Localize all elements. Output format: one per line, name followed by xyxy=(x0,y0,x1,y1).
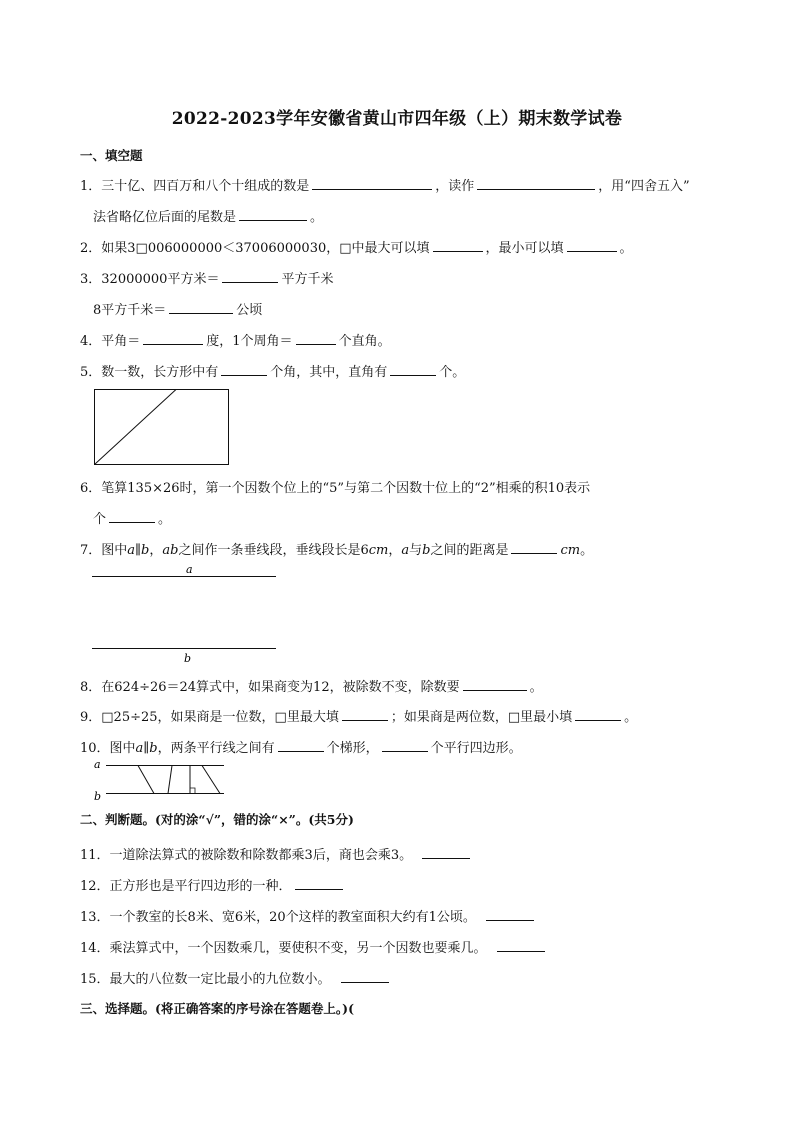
question-12: 12．正方形也是平行四边形的一种． xyxy=(80,875,346,894)
section-true-false: 二、判断题。(对的涂“√”，错的涂“×”。(共5分) xyxy=(80,812,354,827)
question-3-cont: 8平方千米＝ 公顷 xyxy=(93,303,263,318)
answer-blank[interactable] xyxy=(463,678,527,691)
rectangle-outline xyxy=(95,390,229,465)
section-multiple-choice: 三、选择题。(将正确答案的序号涂在答题卷上。)( xyxy=(80,1001,354,1016)
page-title: 2022-2023学年安徽省黄山市四年级（上）期末数学试卷 xyxy=(171,109,623,129)
answer-blank[interactable] xyxy=(390,363,436,376)
answer-blank[interactable] xyxy=(567,239,617,252)
answer-blank[interactable] xyxy=(143,332,203,345)
answer-blank[interactable] xyxy=(295,877,343,890)
answer-blank[interactable] xyxy=(341,970,389,983)
question-1: 1．三十亿、四百万和八个十组成的数是 ，读作 ，用“四舍五入” xyxy=(80,179,690,194)
question-15: 15．最大的八位数一定比最小的九位数小。 xyxy=(80,968,392,987)
question-7: 7．图中a∥b，ab之间作一条垂线段，垂线段长是6cm，a与b之间的距离是 cm。 xyxy=(80,543,594,558)
label-a: a xyxy=(186,563,193,576)
label-a: a xyxy=(94,758,101,771)
answer-blank[interactable] xyxy=(239,208,307,221)
question-5: 5．数一数，长方形中有 个角，其中，直角有 个。 xyxy=(80,365,466,380)
question-11: 11．一道除法算式的被除数和除数都乘3后，商也会乘3。 xyxy=(80,844,473,863)
question-6: 6．笔算135×26时，第一个因数个位上的“5”与第二个因数十位上的“2”相乘的积10表示 xyxy=(80,481,591,496)
answer-blank[interactable] xyxy=(296,332,336,345)
answer-blank[interactable] xyxy=(511,541,557,554)
answer-blank[interactable] xyxy=(109,510,155,523)
question-13: 13．一个教室的长8米、宽6米，20个这样的教室面积大约有1公顷。 xyxy=(80,906,537,925)
answer-blank[interactable] xyxy=(312,177,432,190)
answer-blank[interactable] xyxy=(221,363,267,376)
question-3: 3．32000000平方米＝ 平方千米 xyxy=(80,272,334,287)
segment-1 xyxy=(138,766,154,794)
segment-2 xyxy=(168,766,172,794)
diagonal-line xyxy=(95,390,177,465)
rectangle-diagram xyxy=(94,389,232,467)
question-2: 2．如果3□006000000＜37006000030，□中最大可以填 ，最小可以填 。 xyxy=(80,241,633,256)
answer-blank[interactable] xyxy=(169,301,233,314)
answer-blank[interactable] xyxy=(497,939,545,952)
question-4: 4．平角＝ 度，1个周角＝ 个直角。 xyxy=(80,334,391,349)
answer-blank[interactable] xyxy=(222,270,278,283)
answer-blank[interactable] xyxy=(278,739,324,752)
question-14: 14．乘法算式中，一个因数乘几，要使积不变，另一个因数也要乘几。 xyxy=(80,937,548,956)
segment-4 xyxy=(202,766,220,794)
label-b: b xyxy=(94,790,102,802)
label-b: b xyxy=(184,652,192,665)
question-1-cont: 法省略亿位后面的尾数是 。 xyxy=(93,210,324,225)
answer-blank[interactable] xyxy=(433,239,483,252)
question-6-cont: 个 。 xyxy=(93,512,172,527)
trapezoid-diagram xyxy=(92,756,226,802)
parallel-lines-diagram xyxy=(92,562,282,666)
answer-blank[interactable] xyxy=(486,908,534,921)
question-9: 9．□25÷25，如果商是一位数，□里最大填 ；如果商是两位数，□里最小填 。 xyxy=(80,710,638,725)
answer-blank[interactable] xyxy=(422,846,470,859)
right-angle-mark xyxy=(190,788,195,794)
question-10: 10．图中a∥b，两条平行线之间有 个梯形， 个平行四边形。 xyxy=(80,741,522,756)
answer-blank[interactable] xyxy=(477,177,595,190)
answer-blank[interactable] xyxy=(382,739,428,752)
answer-blank[interactable] xyxy=(575,708,621,721)
section-fill-in: 一、填空题 xyxy=(80,148,143,163)
question-8: 8．在624÷26＝24算式中，如果商变为12，被除数不变，除数要 。 xyxy=(80,680,543,695)
answer-blank[interactable] xyxy=(342,708,388,721)
